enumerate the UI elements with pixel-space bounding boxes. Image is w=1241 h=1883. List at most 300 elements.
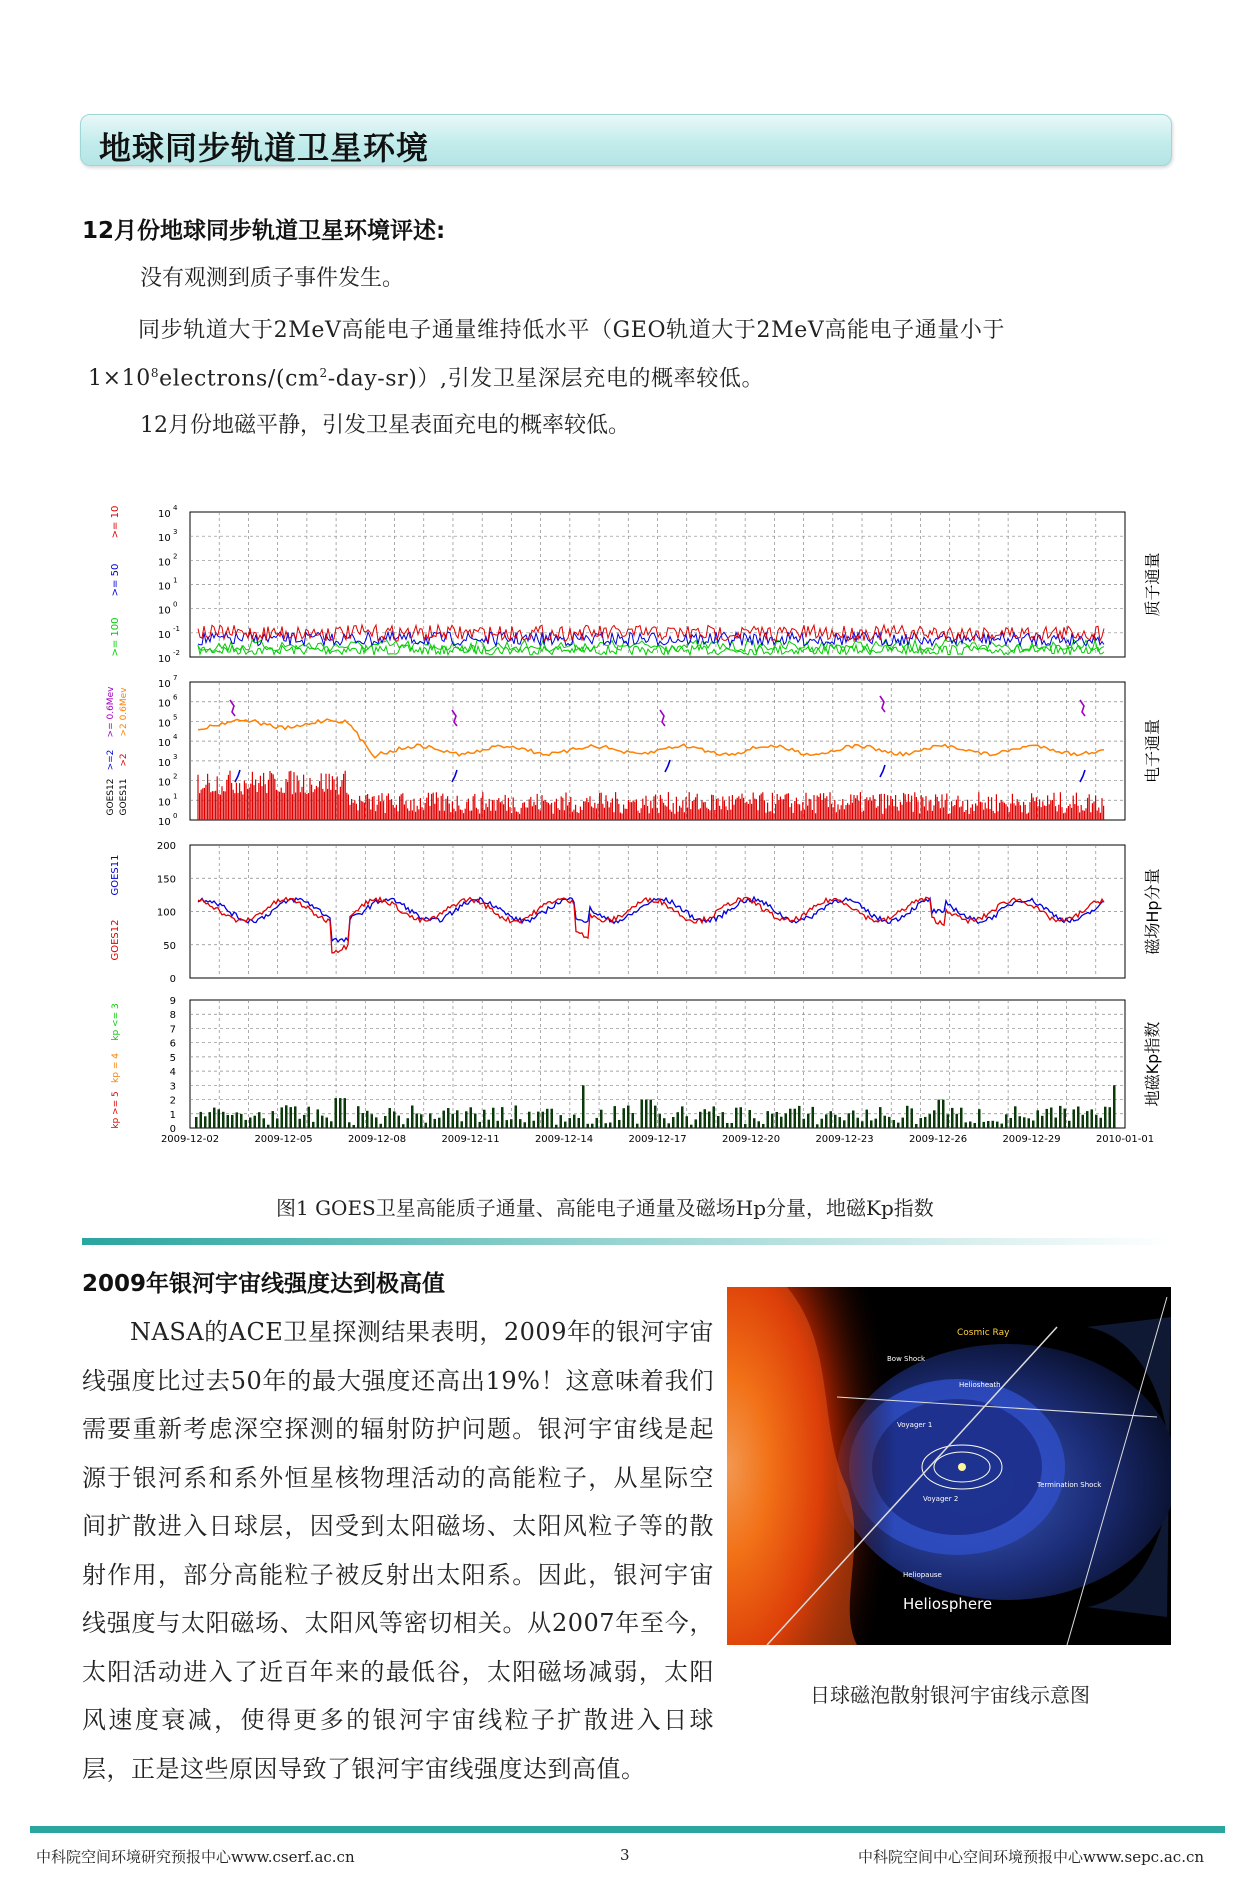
kp-bar	[735, 1108, 738, 1128]
kp-bar	[857, 1118, 860, 1128]
kp-bar	[204, 1116, 207, 1128]
kp-bar	[465, 1111, 468, 1128]
kp-bar	[546, 1109, 549, 1128]
kp-bar	[605, 1123, 608, 1128]
kp-bar	[587, 1124, 590, 1128]
kp-bar	[362, 1113, 365, 1128]
kp-bar	[299, 1119, 302, 1128]
kp-bar	[371, 1114, 374, 1128]
kp-bar	[542, 1112, 545, 1128]
kp-bar	[195, 1117, 198, 1128]
kp-bar	[924, 1117, 927, 1128]
heliosphere-image	[727, 1287, 1171, 1645]
kp-bar	[1068, 1121, 1071, 1128]
heliosphere-label: Termination Shock	[1037, 1481, 1102, 1489]
kp-bar	[677, 1112, 680, 1128]
kp-bar	[888, 1117, 891, 1128]
kp-bar	[492, 1108, 495, 1128]
x-tick-label: 2009-12-26	[908, 1134, 968, 1145]
section-title: 地球同步轨道卫星环境	[99, 129, 430, 167]
review-paragraph-2	[88, 310, 1174, 400]
panel-side-label: 质子通量	[1143, 552, 1162, 617]
p2-sup-2: 2	[319, 366, 328, 380]
x-tick-label: 2009-12-17	[628, 1134, 687, 1145]
kp-bar	[434, 1119, 437, 1128]
kp-bar	[474, 1114, 477, 1129]
kp-y-tick: 0	[169, 1124, 176, 1135]
kp-bar	[767, 1111, 770, 1128]
kp-bar	[483, 1110, 486, 1128]
kp-bar	[240, 1114, 243, 1128]
hp-panel	[157, 841, 1125, 985]
review-paragraph-3: 12月份地磁平静，引发卫星表面充电的概率较低。	[140, 413, 630, 438]
kp-bar	[650, 1100, 653, 1128]
kp-bar	[623, 1108, 626, 1128]
x-tick-label: 2009-12-08	[347, 1134, 407, 1145]
kp-bar	[1113, 1085, 1116, 1128]
kp-bar	[875, 1119, 878, 1128]
kp-bar	[704, 1109, 707, 1128]
kp-bar	[555, 1125, 558, 1128]
kp-bar	[245, 1120, 248, 1128]
kp-bar	[713, 1106, 716, 1128]
electron-y-exp: 4	[173, 733, 178, 742]
electron-legend-a: >= 0.6Mev	[106, 686, 116, 738]
x-tick-label: 2009-12-02	[160, 1134, 220, 1145]
kp-bar	[285, 1105, 288, 1128]
kp-bar	[690, 1125, 693, 1128]
kp-bar	[312, 1122, 315, 1128]
electron-y-tick: 10	[158, 797, 171, 809]
kp-bar	[614, 1106, 617, 1128]
kp-bar	[402, 1124, 405, 1128]
kp-bar	[965, 1122, 968, 1128]
kp-bar	[906, 1106, 909, 1128]
proton-y-tick: 10	[158, 509, 171, 520]
kp-bar	[744, 1124, 747, 1128]
electron-y-exp: 0	[173, 812, 178, 820]
kp-bar	[740, 1107, 743, 1128]
kp-bar	[528, 1112, 531, 1128]
kp-bar	[582, 1085, 585, 1128]
kp-bar	[1046, 1109, 1049, 1128]
proton-legend: >= 50	[110, 563, 121, 597]
kp-bar	[1091, 1109, 1094, 1128]
kp-bar	[321, 1116, 324, 1128]
kp-bar	[960, 1108, 963, 1128]
kp-bar	[1100, 1118, 1103, 1128]
kp-bar	[357, 1106, 360, 1128]
kp-bar	[267, 1125, 270, 1128]
kp-bar	[497, 1121, 500, 1128]
kp-bar	[569, 1118, 572, 1128]
kp-bar	[920, 1118, 923, 1128]
kp-bar	[249, 1118, 252, 1129]
kp-bar	[1109, 1107, 1112, 1128]
panel-side-label: 地磁Kp指数	[1143, 1021, 1162, 1107]
kp-bar	[843, 1120, 846, 1128]
kp-bar	[956, 1114, 959, 1128]
kp-bar	[803, 1119, 806, 1128]
kp-bar	[438, 1118, 441, 1128]
kp-bar	[461, 1121, 464, 1128]
kp-bar	[600, 1110, 603, 1128]
electron-legend-b2: >2	[119, 753, 129, 767]
kp-bar	[708, 1112, 711, 1129]
kp-bar	[564, 1122, 567, 1128]
kp-bar	[830, 1111, 833, 1128]
goes-figure	[0, 470, 1241, 1190]
kp-bar	[753, 1118, 756, 1128]
panel-side-label: 电子通量	[1143, 718, 1162, 784]
proton-y-exp: 4	[173, 504, 178, 512]
proton-y-tick: 10	[158, 533, 171, 545]
electron-legend-b: >=2	[106, 749, 116, 771]
kp-bar	[596, 1118, 599, 1128]
proton-y-tick: 10	[158, 654, 171, 665]
proton-y-exp: 2	[173, 552, 178, 561]
proton-y-exp: 0	[173, 600, 178, 609]
electron-y-tick: 10	[158, 777, 171, 789]
proton-y-tick: 10	[158, 629, 171, 641]
kp-bar	[452, 1114, 455, 1128]
kp-bar	[722, 1112, 725, 1128]
kp-bar	[308, 1107, 311, 1128]
kp-bar	[848, 1113, 851, 1128]
x-axis-ticks	[161, 1134, 1154, 1145]
kp-y-tick: 3	[169, 1081, 176, 1093]
kp-bar	[1014, 1106, 1017, 1128]
kp-bar	[1086, 1111, 1089, 1128]
kp-bar	[884, 1116, 887, 1128]
kp-bar	[479, 1122, 482, 1128]
kp-bar	[573, 1115, 576, 1128]
kp-bar	[794, 1109, 797, 1128]
kp-bar	[933, 1110, 936, 1128]
heliosphere-label: Heliopause	[903, 1571, 942, 1579]
electron-sat-label: GOES12	[106, 778, 116, 816]
kp-bar	[866, 1110, 869, 1128]
legend-labels	[106, 506, 129, 1129]
electron-y-exp: 7	[173, 674, 178, 682]
kp-y-tick: 4	[169, 1067, 176, 1079]
kp-bar	[281, 1107, 284, 1128]
kp-bar	[380, 1124, 383, 1128]
page-number: 3	[620, 1846, 630, 1864]
kp-bar	[456, 1110, 459, 1128]
kp-bar	[978, 1109, 981, 1128]
hp-y-tick: 0	[169, 974, 176, 985]
kp-bar	[632, 1113, 635, 1128]
kp-bar	[1104, 1107, 1107, 1128]
kp-bar	[834, 1115, 837, 1128]
kp-bar	[560, 1115, 563, 1128]
hp-y-tick: 50	[163, 940, 176, 952]
kp-bar	[389, 1108, 392, 1128]
kp-bar	[1028, 1118, 1031, 1128]
kp-bar	[825, 1114, 828, 1128]
heliosphere-label: Heliosphere	[903, 1595, 993, 1613]
hp-y-tick: 100	[156, 907, 176, 919]
kp-bar	[200, 1112, 203, 1128]
kp-bar	[524, 1122, 527, 1128]
kp-bar	[263, 1118, 266, 1128]
kp-bar	[1064, 1109, 1067, 1128]
electron-y-exp: 5	[173, 713, 178, 722]
kp-bar	[681, 1106, 684, 1128]
kp-bar	[1073, 1109, 1076, 1128]
x-tick-label: 2009-12-14	[534, 1134, 594, 1145]
kp-bar	[758, 1121, 761, 1128]
image-caption: 日球磁泡散射银河宇宙线示意图	[810, 1683, 1090, 1707]
kp-bar	[636, 1124, 639, 1128]
p2-text-a: 同步轨道大于2MeV高能电子通量维持低水平（GEO轨道大于2MeV高能电子通量小于1×10	[88, 318, 1006, 392]
proton-y-tick: 10	[158, 605, 171, 617]
kp-bar	[416, 1114, 419, 1129]
kp-bar	[222, 1112, 225, 1128]
electron-flux-panel	[158, 674, 1125, 828]
kp-bar	[501, 1107, 504, 1128]
kp-bar	[987, 1121, 990, 1128]
panel-side-label: 磁场Hp分量	[1143, 868, 1162, 955]
kp-bar	[366, 1111, 369, 1128]
kp-bar	[1050, 1108, 1053, 1129]
kp-bar	[1037, 1110, 1040, 1128]
kp-bar	[227, 1115, 230, 1128]
kp-bar	[938, 1100, 941, 1128]
electron-y-tick: 10	[158, 679, 171, 690]
kp-panel	[170, 996, 1125, 1135]
electron-y-tick: 10	[158, 738, 171, 750]
figure-caption: 图1 GOES卫星高能质子通量、高能电子通量及磁场Hp分量，地磁Kp指数	[276, 1196, 934, 1220]
kp-bar	[236, 1112, 239, 1128]
proton-flux-panel	[158, 504, 1125, 665]
hp-legend: GOES12	[110, 919, 121, 961]
footer-divider	[30, 1826, 1225, 1833]
kp-bar	[663, 1118, 666, 1128]
footer-right: 中科院空间中心空间环境预报中心www.sepc.ac.cn	[858, 1848, 1205, 1866]
kp-bar	[686, 1116, 689, 1128]
heliosphere-label: Voyager 1	[897, 1421, 933, 1429]
kp-bar	[717, 1116, 720, 1128]
kp-bar	[447, 1108, 450, 1128]
kp-legend: kp = 4	[111, 1053, 121, 1083]
kp-bar	[816, 1124, 819, 1128]
kp-bar	[618, 1120, 621, 1128]
cosmic-ray-paragraph: NASA的ACE卫星探测结果表明，2009年的银河宇宙线强度比过去50年的最大强度还高出19%！这意味着我们需要重新考虑深空探测的辐射防护问题。银河宇宙线是起源于银河系和系外恒星核物理活动的高能粒子，从星际空间扩散进入日球层，因受到太阳磁场、太阳风粒子等的散射作用，部分高能粒子被反射出太阳系。因此，银河宇宙线强度与太阳磁场、太阳风等密切相关。从2007年至今，太阳活动进入了近百年来的最低谷，太阳磁场减弱，太阳风速度衰减，使得更多的银河宇宙线粒子扩散进入日球层，正是这些原因导致了银河宇宙线强度达到高值。	[82, 1318, 714, 1783]
heliosphere-label: Heliosheath	[959, 1381, 1001, 1389]
kp-bar	[425, 1123, 428, 1128]
section-banner	[80, 114, 1172, 166]
kp-bar	[294, 1106, 297, 1128]
heliosphere-illustration	[727, 1287, 1171, 1645]
kp-y-tick: 8	[169, 1010, 176, 1022]
kp-bar	[1023, 1117, 1026, 1128]
kp-bar	[821, 1119, 824, 1128]
kp-bar	[942, 1100, 945, 1128]
kp-bar	[893, 1120, 896, 1128]
proton-y-exp: 1	[173, 576, 178, 585]
kp-bar	[348, 1122, 351, 1128]
kp-bar	[1095, 1115, 1098, 1128]
kp-bar	[762, 1124, 765, 1128]
x-tick-label: 2009-12-20	[721, 1134, 781, 1145]
kp-bar	[969, 1122, 972, 1129]
kp-bar	[699, 1112, 702, 1128]
kp-bar	[218, 1109, 221, 1128]
kp-bar	[992, 1121, 995, 1128]
kp-bar	[353, 1125, 356, 1128]
kp-bar	[749, 1110, 752, 1128]
kp-bar	[276, 1118, 279, 1128]
kp-bar	[870, 1120, 873, 1128]
kp-bar	[591, 1124, 594, 1128]
kp-bar	[398, 1116, 401, 1128]
p2-sup-1: 8	[150, 366, 160, 380]
p2-text-b: electrons/(cm	[159, 366, 320, 392]
electron-y-tick: 10	[158, 817, 171, 828]
kp-bar	[411, 1106, 414, 1129]
kp-bar	[659, 1114, 662, 1128]
electron-y-exp: 3	[173, 752, 178, 761]
kp-y-tick: 6	[169, 1038, 176, 1050]
kp-bar	[879, 1107, 882, 1128]
proton-legend: >= 100	[110, 617, 121, 657]
footer-left: 中科院空间环境研究预报中心www.cserf.ac.cn	[36, 1848, 355, 1866]
proton-legend: >= 10	[110, 505, 121, 539]
panel-side-labels	[1143, 552, 1162, 1106]
kp-bar	[209, 1112, 212, 1128]
kp-bar	[915, 1124, 918, 1128]
kp-bar	[776, 1112, 779, 1128]
electron-y-tick: 10	[158, 698, 171, 710]
kp-bar	[780, 1117, 783, 1128]
kp-bar	[1001, 1124, 1004, 1128]
kp-bar	[951, 1108, 954, 1128]
kp-bar	[393, 1111, 396, 1128]
x-tick-label: 2009-12-11	[441, 1134, 500, 1145]
kp-bar	[947, 1114, 950, 1128]
kp-bar	[272, 1111, 275, 1128]
kp-y-tick: 9	[169, 996, 176, 1007]
kp-bar	[1010, 1118, 1013, 1128]
kp-bar	[537, 1112, 540, 1128]
kp-bar	[407, 1118, 410, 1128]
electron-y-exp: 1	[173, 792, 178, 801]
electron-sat-label: GOES11	[119, 778, 129, 816]
heliosphere-label: Bow Shock	[887, 1355, 926, 1363]
x-tick-label: 2009-12-23	[815, 1134, 874, 1145]
kp-bar	[1005, 1114, 1008, 1128]
electron-y-exp: 6	[173, 693, 178, 702]
kp-bar	[609, 1123, 612, 1129]
kp-bar	[996, 1122, 999, 1128]
kp-bar	[771, 1114, 774, 1128]
electron-y-tick: 10	[158, 757, 171, 769]
proton-y-exp: -2	[173, 649, 180, 657]
kp-bar	[470, 1107, 473, 1128]
x-tick-label: 2009-12-29	[1002, 1134, 1061, 1145]
kp-bar	[839, 1117, 842, 1128]
proton-y-exp: 3	[173, 528, 178, 537]
electron-y-exp: 2	[173, 772, 178, 781]
kp-bar	[983, 1122, 986, 1128]
kp-bar	[258, 1112, 261, 1128]
kp-bar	[654, 1106, 657, 1128]
kp-bar	[303, 1115, 306, 1128]
kp-bar	[861, 1121, 864, 1128]
kp-bar	[578, 1118, 581, 1128]
x-tick-label: 2010-01-01	[1095, 1134, 1155, 1145]
kp-bar	[443, 1111, 446, 1128]
proton-y-tick: 10	[158, 557, 171, 569]
kp-bar	[911, 1108, 914, 1128]
kp-y-tick: 1	[169, 1109, 176, 1121]
heliosphere-label: Cosmic Ray	[957, 1328, 1010, 1338]
hp-legend: GOES11	[110, 854, 121, 896]
kp-bar	[852, 1111, 855, 1129]
kp-bar	[533, 1121, 536, 1128]
kp-bar	[929, 1114, 932, 1128]
kp-bar	[420, 1114, 423, 1128]
kp-bar	[231, 1115, 234, 1128]
review-paragraph-1: 没有观测到质子事件发生。	[140, 266, 405, 291]
kp-bar	[1032, 1121, 1035, 1129]
kp-bar	[429, 1113, 432, 1128]
kp-bar	[974, 1123, 977, 1128]
hp-y-tick: 150	[156, 874, 176, 886]
kp-bar	[339, 1098, 342, 1128]
kp-bar	[668, 1123, 671, 1128]
section-divider	[82, 1238, 1172, 1245]
hp-y-tick: 200	[156, 841, 176, 852]
kp-bar	[213, 1108, 216, 1128]
electron-legend-a2: >2 0.6Mev	[119, 687, 129, 737]
kp-bar	[731, 1123, 734, 1128]
kp-bar	[1041, 1116, 1044, 1128]
kp-bar	[326, 1118, 329, 1129]
kp-bar	[506, 1120, 509, 1128]
cosmic-ray-heading: 2009年银河宇宙线强度达到极高值	[82, 1271, 446, 1297]
kp-bar	[695, 1119, 698, 1128]
review-heading: 12月份地球同步轨道卫星环境评述:	[82, 218, 446, 244]
kp-legend: kp >= 5	[111, 1091, 121, 1129]
kp-bar	[1077, 1107, 1080, 1129]
kp-bar	[1055, 1118, 1058, 1129]
kp-bar	[488, 1120, 491, 1128]
kp-bar	[672, 1117, 675, 1128]
kp-y-tick: 2	[169, 1095, 176, 1107]
kp-bar	[254, 1116, 257, 1128]
kp-bar	[515, 1106, 518, 1129]
proton-y-exp: -1	[173, 624, 180, 633]
kp-bar	[1059, 1106, 1062, 1128]
proton-y-tick: 10	[158, 581, 171, 593]
kp-bar	[330, 1121, 333, 1128]
kp-bar	[785, 1113, 788, 1128]
kp-bar	[812, 1107, 815, 1128]
kp-bar	[335, 1098, 338, 1128]
kp-bar	[641, 1100, 644, 1128]
kp-bar	[1082, 1115, 1085, 1128]
kp-bar	[627, 1106, 630, 1129]
kp-legend: kp <= 3	[111, 1003, 121, 1041]
x-tick-label: 2009-12-05	[254, 1134, 313, 1145]
kp-y-tick: 5	[169, 1052, 176, 1064]
kp-bar	[510, 1119, 513, 1128]
kp-bar	[375, 1117, 378, 1128]
kp-bar	[897, 1123, 900, 1128]
